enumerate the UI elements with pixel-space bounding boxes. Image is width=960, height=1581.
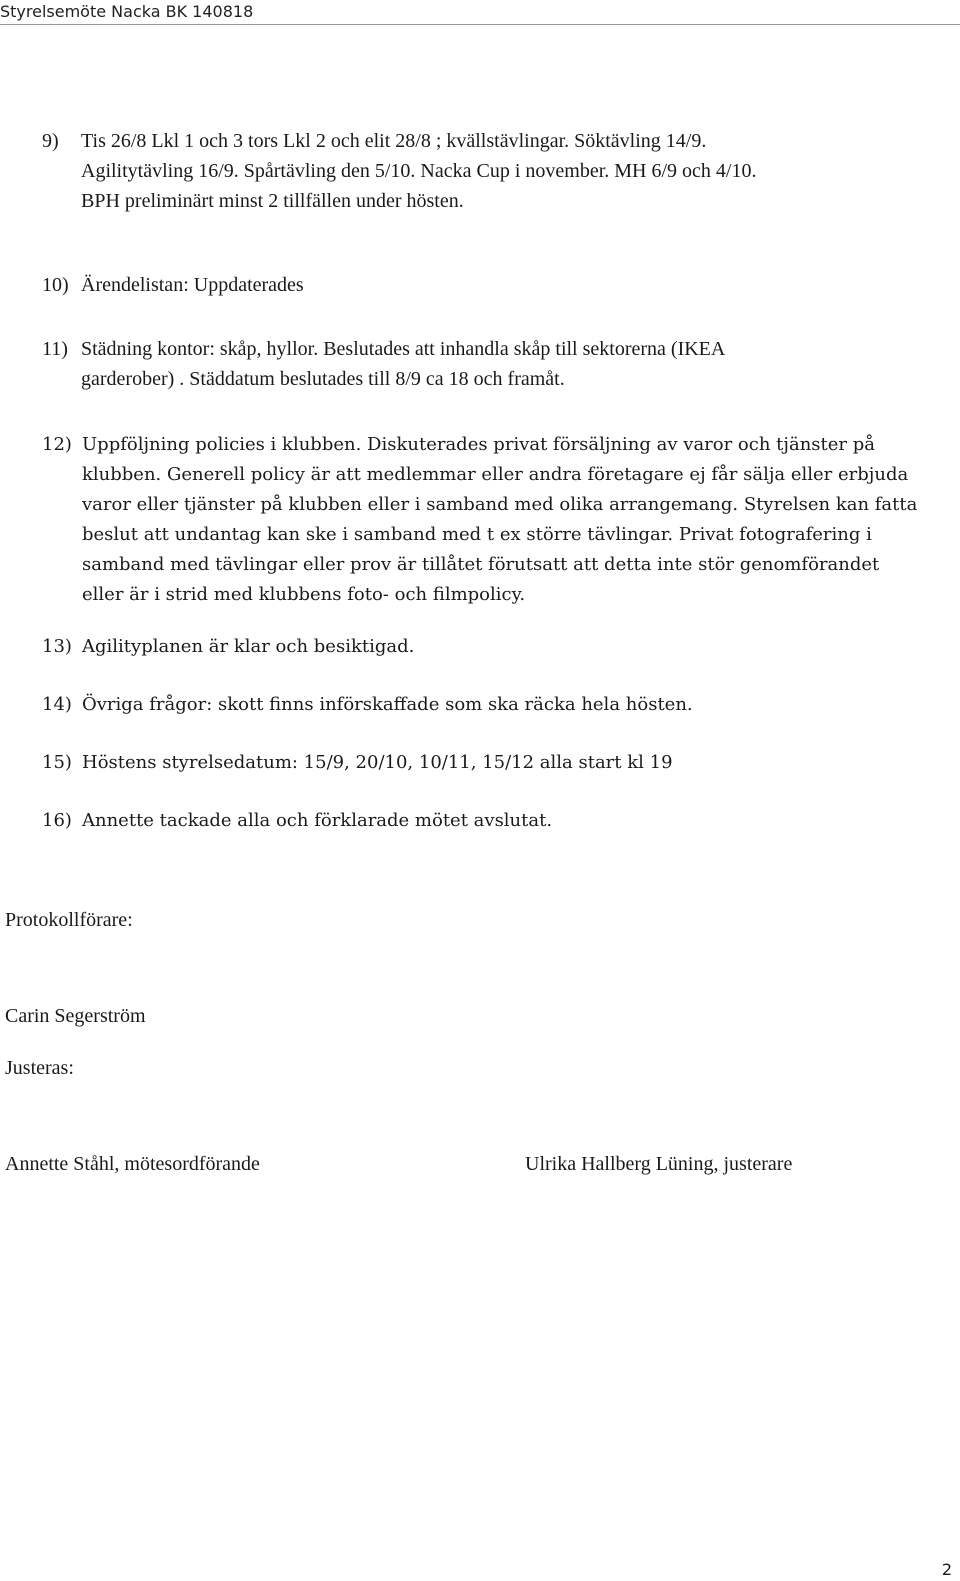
agenda-item-13 [42, 632, 942, 662]
item-text-line: beslut att undantag kan ske i samband med t ex större tävlingar. Privat fotografering i [82, 524, 872, 545]
page-number: 2 [941, 1560, 952, 1579]
item-text-line: Tis 26/8 Lkl 1 och 3 tors Lkl 2 och elit 28/8 ; kvällstävlingar. Söktävling 14/9. [81, 130, 707, 152]
item-text-line: BPH preliminärt minst 2 tillfällen under hösten. [81, 190, 464, 212]
protocol-label: Protokollförare: [5, 909, 133, 931]
item-text-line: klubben. Generell policy är att medlemmar eller andra företagare ej får sälja eller erbjuda [82, 464, 909, 485]
item-number: 16) [42, 810, 72, 831]
agenda-item-9 [42, 126, 942, 216]
header-title: Styrelsemöte Nacka BK 140818 [0, 2, 254, 21]
item-text-line: garderober) . Städdatum beslutades till 8/9 ca 18 och framåt. [81, 368, 565, 390]
agenda-item-14 [42, 690, 942, 720]
header-divider [0, 24, 960, 25]
item-text-line: Agilitytävling 16/9. Spårtävling den 5/10. Nacka Cup i november. MH 6/9 och 4/10. [81, 160, 757, 182]
agenda-item-12 [42, 430, 942, 610]
approver-2: Ulrika Hallberg Lüning, justerare [525, 1153, 793, 1175]
item-number: 10) [42, 274, 69, 296]
agenda-item-15 [42, 748, 942, 778]
agenda-item-11 [42, 334, 942, 394]
item-text-line: Agilityplanen är klar och besiktigad. [82, 636, 415, 657]
item-text-line: varor eller tjänster på klubben eller i samband med olika arrangemang. Styrelsen kan fatta [82, 494, 918, 515]
item-text-line: Städning kontor: skåp, hyllor. Beslutades att inhandla skåp till sektorerna (IKEA [81, 338, 726, 360]
document-header [0, 0, 253, 23]
item-text-line: Övriga frågor: skott finns införskaffade som ska räcka hela hösten. [82, 694, 693, 715]
protocol-name: Carin Segerström [5, 1005, 146, 1027]
item-text-line: Höstens styrelsedatum: 15/9, 20/10, 10/11, 15/12 alla start kl 19 [82, 752, 673, 773]
item-text-line: Annette tackade alla och förklarade mötet avslutat. [82, 810, 553, 831]
item-text-line: samband med tävlingar eller prov är tillåtet förutsatt att detta inte stör genomförandet [82, 554, 880, 575]
item-text-line: Uppföljning policies i klubben. Diskuterades privat försäljning av varor och tjänster på [82, 434, 876, 455]
item-number: 12) [42, 434, 72, 455]
item-number: 14) [42, 694, 72, 715]
item-number: 15) [42, 752, 72, 773]
agenda-item-10 [42, 270, 942, 300]
item-text-line: eller är i strid med klubbens foto- och filmpolicy. [82, 584, 526, 605]
item-number: 11) [42, 338, 68, 360]
agenda-item-16 [42, 806, 942, 836]
item-text-line: Ärendelistan: Uppdaterades [81, 274, 304, 296]
approver-1: Annette Ståhl, mötesordförande [5, 1153, 260, 1175]
item-number: 9) [42, 130, 59, 152]
item-number: 13) [42, 636, 72, 657]
approved-label: Justeras: [5, 1057, 74, 1079]
